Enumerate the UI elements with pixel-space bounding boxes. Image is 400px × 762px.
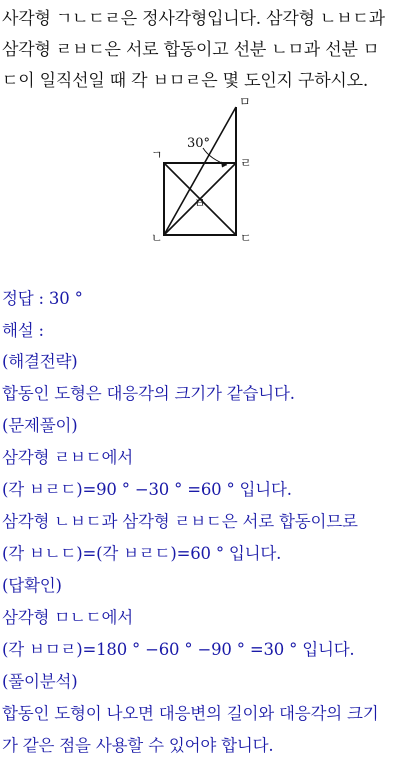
problem-line: 삼각형 ㄹㅂㄷ은 서로 합동이고 선분 ㄴㅁ과 선분 ㅁ xyxy=(2,40,380,60)
solution-line: 합동인 도형은 대응각의 크기가 같습니다. xyxy=(2,384,295,403)
answer-line: 정답 : 30 ° xyxy=(2,289,83,308)
strategy-heading: (해결전략) xyxy=(2,352,78,371)
solution-line: (각 ㅂㄹㄷ)=90 ° −30 ° =60 ° 입니다. xyxy=(2,480,292,499)
label-d: ㄷ xyxy=(240,231,252,243)
solution-line: 삼각형 ㄴㅂㄷ과 삼각형 ㄹㅂㄷ은 서로 합동이므로 xyxy=(2,512,358,531)
label-r: ㄹ xyxy=(240,156,252,170)
solution-block xyxy=(2,283,398,762)
figure-svg xyxy=(130,93,270,243)
segment-n-m xyxy=(164,107,236,235)
check-heading: (답확인) xyxy=(2,576,62,595)
solution-line: (각 ㅂㄴㄷ)=(각 ㅂㄹㄷ)=60 ° 입니다. xyxy=(2,544,282,563)
solution-line: 삼각형 ㅁㄴㄷ에서 xyxy=(2,608,133,627)
solution-line: (각 ㅂㅁㄹ)=180 ° −60 ° −90 ° =30 ° 입니다. xyxy=(2,640,355,659)
label-m: ㅁ xyxy=(239,95,251,109)
geometry-figure xyxy=(130,93,270,243)
solution-line: 합동인 도형이 나오면 대응변의 길이와 대응각의 크기 xyxy=(2,704,379,723)
solution-line: 삼각형 ㄹㅂㄷ에서 xyxy=(2,448,133,467)
label-angle-30: 30° xyxy=(187,136,211,151)
problem-line: 사각형 ㄱㄴㄷㄹ은 정사각형입니다. 삼각형 ㄴㅂㄷ과 xyxy=(2,9,385,29)
problem-statement xyxy=(2,4,398,97)
solution-line: 가 같은 점을 사용할 수 있어야 합니다. xyxy=(2,736,274,755)
process-heading: (문제풀이) xyxy=(2,416,78,435)
label-n: ㄴ xyxy=(151,231,163,243)
explanation-heading: 해설 : xyxy=(2,321,44,340)
label-b: ㅂ xyxy=(194,196,206,210)
label-g: ㄱ xyxy=(151,148,163,162)
analysis-heading: (풀이분석) xyxy=(2,672,78,691)
problem-line: ㄷ이 일직선일 때 각 ㅂㅁㄹ은 몇 도인지 구하시오. xyxy=(2,71,369,91)
